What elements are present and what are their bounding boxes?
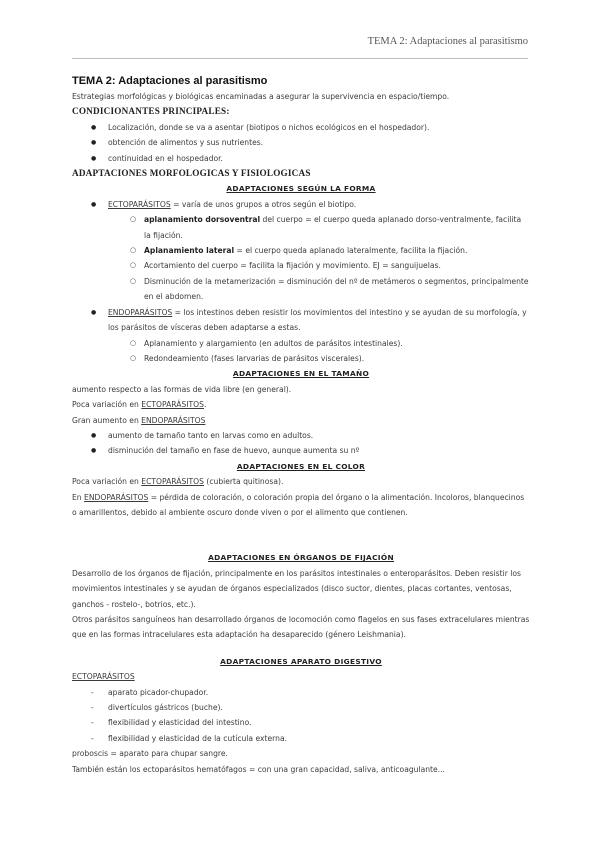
text: (cubierta quitinosa).	[203, 477, 284, 487]
list-item: - flexibilidad y elasticidad de la cutícula externa.	[72, 731, 530, 746]
endo-text: = los intestinos deben resistir los movimientos del intestino y se ayudan de su morfología, y los parásitos de vísceras deben adaptarse a estas.	[108, 307, 527, 333]
fijacion-heading: ADAPTACIONES EN ÓRGANOS DE FIJACIÓN	[208, 553, 394, 563]
list-item: - flexibilidad y elasticidad del intestino.	[72, 715, 530, 730]
forma-list	[72, 197, 530, 366]
fijacion-paragraph: Otros parásitos sanguíneos han desarrollado órganos de locomoción como flagelos en sus fases extracelulares mientras que en las formas intracelulares esta adaptación ha desaparecido (género Leishmania).	[72, 615, 530, 640]
text: Gran aumento en	[72, 415, 142, 425]
endo-term: ENDOPARÁSITOS	[108, 307, 173, 317]
term: Aplanamiento lateral	[144, 246, 235, 256]
text: Poca variación en	[72, 477, 142, 487]
list-item	[72, 274, 530, 305]
tamano-list	[72, 428, 530, 459]
endo-item	[72, 305, 530, 336]
ecto-term: ECTOPARÁSITOS	[141, 477, 204, 487]
list-item	[72, 243, 530, 258]
ecto-text: = varía de unos grupos a otros según el biotipo.	[170, 199, 357, 209]
endo-term: ENDOPARÁSITOS	[141, 415, 206, 425]
running-header: TEMA 2: Adaptaciones al parasitismo	[367, 36, 528, 47]
tamano-line: aumento respecto a las formas de vida libre (en general).	[72, 384, 292, 394]
color-heading: ADAPTACIONES EN EL COLOR	[236, 461, 366, 471]
tamano-line	[72, 397, 530, 412]
item-text: = el cuerpo queda aplanado lateralmente, facilita la fijación.	[234, 246, 468, 256]
digestivo-line: También están los ectoparásitos hematófagos = con una gran capacidad, saliva, anticoagulante...	[72, 764, 445, 774]
color-line	[72, 490, 530, 521]
adaptaciones-heading: ADAPTACIONES MORFOLOGICAS Y FISIOLOGICAS	[72, 168, 311, 179]
condicionantes-heading: CONDICIONANTES PRINCIPALES:	[72, 106, 230, 117]
text: En	[72, 492, 85, 502]
item-text: Acortamiento del cuerpo = facilita la fijación y movimiento. EJ = sanguijuelas.	[144, 261, 441, 271]
list-item: ○ Redondeamiento (fases larvarias de parásitos viscerales).	[72, 351, 530, 366]
list-item: ● obtención de alimentos y sus nutrientes.	[72, 135, 530, 150]
list-item: ● Localización, donde se va a asentar (biotipos o nichos ecológicos en el hospedador).	[72, 120, 530, 135]
item-text: Disminución de la metamerización = disminución del nº de metámeros o segmentos, principalmente en el abdomen.	[144, 276, 529, 302]
ecto-term: ECTOPARÁSITOS	[72, 672, 135, 682]
digestivo-heading: ADAPTACIONES APARATO DIGESTIVO	[220, 656, 382, 666]
document-title: TEMA 2: Adaptaciones al parasitismo	[72, 75, 268, 87]
list-item: ○ Aplanamiento y alargamiento (en adultos de parásitos intestinales).	[72, 336, 530, 351]
endo-term: ENDOPARÁSITOS	[84, 492, 149, 502]
ecto-item	[72, 197, 530, 212]
forma-heading: ADAPTACIONES SEGÚN LA FORMA	[226, 184, 376, 194]
header-divider	[72, 58, 528, 59]
item-text: del cuerpo = el cuerpo queda aplanado dorso-ventralmente, facilita la fijación.	[144, 215, 522, 240]
list-item: ● aumento de tamaño tanto en larvas como en adultos.	[72, 428, 530, 443]
ecto-term: ECTOPARÁSITOS	[141, 400, 204, 410]
list-item	[72, 258, 530, 273]
digestivo-list	[72, 685, 530, 747]
list-item	[72, 212, 530, 243]
list-item: - aparato picador-chupador.	[72, 685, 530, 700]
intro-paragraph: Estrategias morfológicas y biológicas encaminadas a asegurar la supervivencia en espacio/tiempo.	[72, 92, 450, 101]
text: .	[203, 400, 207, 410]
text: = pérdida de coloración, o coloración propia del órgano o la alimentación. Incoloros, blanquecinos o amarillentos, debido al ambiente oscuro donde viven o por el alimento que contienen.	[72, 492, 525, 517]
spacer	[72, 643, 530, 654]
ecto-term: ECTOPARÁSITOS	[108, 199, 171, 209]
fijacion-paragraph: Desarrollo de los órganos de fijación, principalmente en los parásitos intestinales o enteroparásitos. Deben resistir los movimientos intestinales y se ayudan de órganos especializados (disco suctor, dientes, placas cortantes, ventosas, ganchos - rostelo-, botrios, etc.).	[72, 568, 521, 609]
condicionantes-list	[72, 120, 530, 166]
list-item: - divertículos gástricos (buche).	[72, 700, 530, 715]
list-item: ● continuidad en el hospedador.	[72, 151, 530, 166]
document-page	[72, 72, 530, 777]
list-item: ● disminución del tamaño en fase de huevo, aunque aumenta su nº	[72, 443, 530, 458]
tamano-heading: ADAPTACIONES EN EL TAMAÑO	[232, 369, 370, 379]
term: aplanamiento dorsoventral	[144, 215, 261, 225]
color-line	[72, 474, 530, 489]
tamano-line	[72, 413, 530, 428]
spacer	[72, 520, 530, 550]
digestivo-line: proboscis = aparato para chupar sangre.	[72, 749, 228, 759]
text: Poca variación en	[72, 400, 142, 410]
